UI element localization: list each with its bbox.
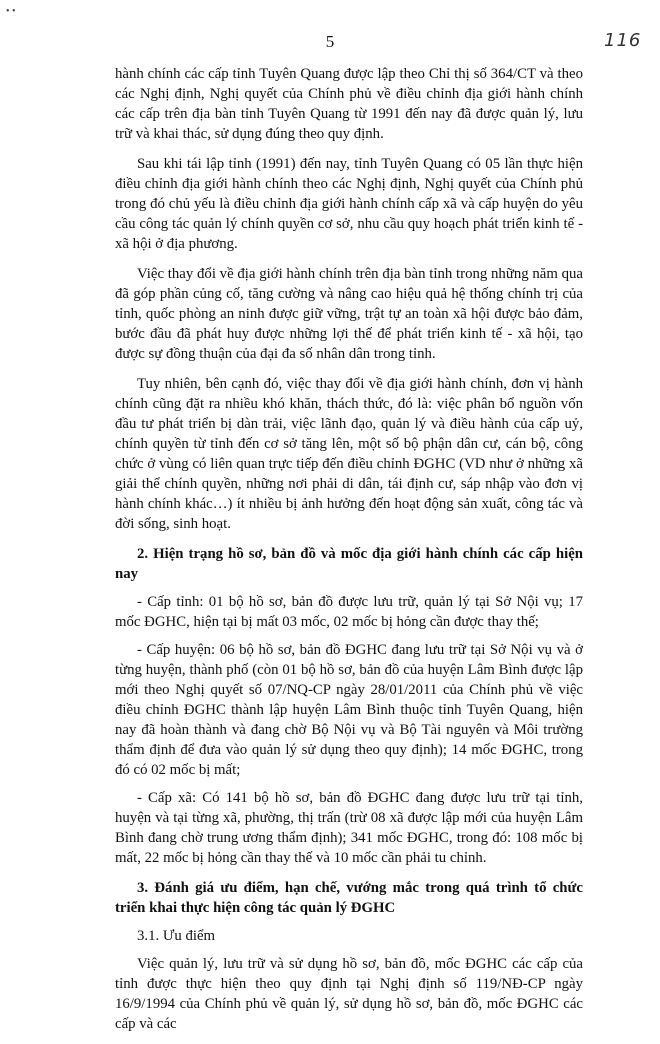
section-heading-2: 2. Hiện trạng hồ sơ, bản đồ và mốc địa giới hành chính các cấp hiện nay — [115, 546, 583, 582]
paragraph-since-1991: Sau khi tái lập tỉnh (1991) đến nay, tỉnh Tuyên Quang có 05 lần thực hiện điều chỉnh địa giới hành chính theo các Nghị định, Nghị quyết của Chính phủ trong đó chủ yếu là điều chỉnh địa giới hành chính cấp xã và cấp huyện do yêu cầu công tác quản lý chính quyền cơ sở, nhu cầu quy hoạch phát triển kinh tế -xã hội ở địa phương. — [115, 156, 583, 252]
paragraph-commune-level: - Cấp xã: Có 141 bộ hồ sơ, bản đồ ĐGHC đang được lưu trữ tại tỉnh, huyện và tại từng xã, phường, thị trấn (trừ 08 xã được lập mới của huyện Lâm Bình đang chờ trung ương thẩm định); 341 mốc ĐGHC, trong đó: 108 mốc bị mất, 22 mốc bị hỏng cần thay thế và 10 mốc cần phải tu chỉnh. — [115, 790, 583, 866]
paragraph-however: Tuy nhiên, bên cạnh đó, việc thay đổi về địa giới hành chính, đơn vị hành chính cũng đặt ra nhiều khó khăn, thách thức, đó là: việc phân bổ nguồn vốn đầu tư phát triển bị dàn trải, việc lãnh đạo, quản lý và điều hành của cấp uỷ, chính quyền từ tỉnh đến cơ sở tăng lên, một số bộ phận dân cư, cán bộ, công chức ở vùng có liên quan trực tiếp đến điều chỉnh ĐGHC (VD như ở những xã giải thể chính quyền, những nơi phải di dân, tái định cư, sáp nhập vào đơn vị hành chính khác…) ít nhiều bị ảnh hưởng đến hoạt động sản xuất, công tác và đời sống, sinh hoạt. — [115, 376, 583, 532]
document-body — [115, 64, 583, 1044]
paragraph-province-level: - Cấp tỉnh: 01 bộ hồ sơ, bản đồ được lưu trữ, quản lý tại Sở Nội vụ; 17 mốc ĐGHC, hiện tại bị mất 03 mốc, 02 mốc bị hỏng cần được thay thế; — [115, 594, 583, 630]
subsection-heading-3-1: 3.1. Ưu điểm — [137, 928, 216, 944]
paragraph-changes: Việc thay đổi về địa giới hành chính trên địa bàn tỉnh trong những năm qua đã góp phần củng cố, tăng cường và nâng cao hiệu quả hệ thống chính trị của tỉnh, quốc phòng an ninh được giữ vững, trật tự an toàn xã hội được bảo đảm, bước đầu đã phát huy được những lợi thế để phát triển kinh tế - xã hội, tạo được sự đồng thuận của đại đa số nhân dân trong tỉnh. — [115, 266, 583, 362]
paragraph-district-level: - Cấp huyện: 06 bộ hồ sơ, bản đồ ĐGHC đang lưu trữ tại Sở Nội vụ và ở từng huyện, thành phố (còn 01 bộ hồ sơ, bản đồ của huyện Lâm Bình được lập mới theo Nghị quyết số 07/NQ-CP ngày 28/01/2011 của Chính phủ về việc điều chỉnh ĐGHC thành lập huyện Lâm Bình thuộc tỉnh Tuyên Quang, hiện nay đã hoàn thành và đang chờ Bộ Nội vụ và Bộ Tài nguyên và Môi trường thẩm định để đưa vào quản lý sử dụng theo quy định); 14 mốc ĐGHC, trong đó có 02 mốc bị mất; — [115, 642, 583, 778]
section-heading-3: 3. Đánh giá ưu điểm, hạn chế, vướng mắc trong quá trình tổ chức triển khai thực hiện công tác quản lý ĐGHC — [115, 880, 583, 916]
paragraph-continuation: hành chính các cấp tỉnh Tuyên Quang được lập theo Chỉ thị số 364/CT và theo các Nghị định, Nghị quyết của Chính phủ về điều chỉnh địa giới hành chính các cấp trên địa bàn tỉnh Tuyên Quang từ 1991 đến nay đã được quản lý, lưu trữ và khai thác, sử dụng đúng theo quy định. — [115, 66, 583, 142]
page-number: 5 — [325, 32, 335, 51]
corner-mark: • • — [6, 6, 16, 17]
paragraph-advantages: Việc quản lý, lưu trữ và sử dụng hồ sơ, bản đồ, mốc ĐGHC các cấp của tỉnh được thực hiện theo quy định tại Nghị định số 119/NĐ-CP ngày 16/9/1994 của Chính phủ về quản lý, sử dụng hồ sơ, bản đồ, mốc ĐGHC các cấp và các — [115, 956, 583, 1032]
handwritten-page-number: 116 — [604, 30, 642, 51]
